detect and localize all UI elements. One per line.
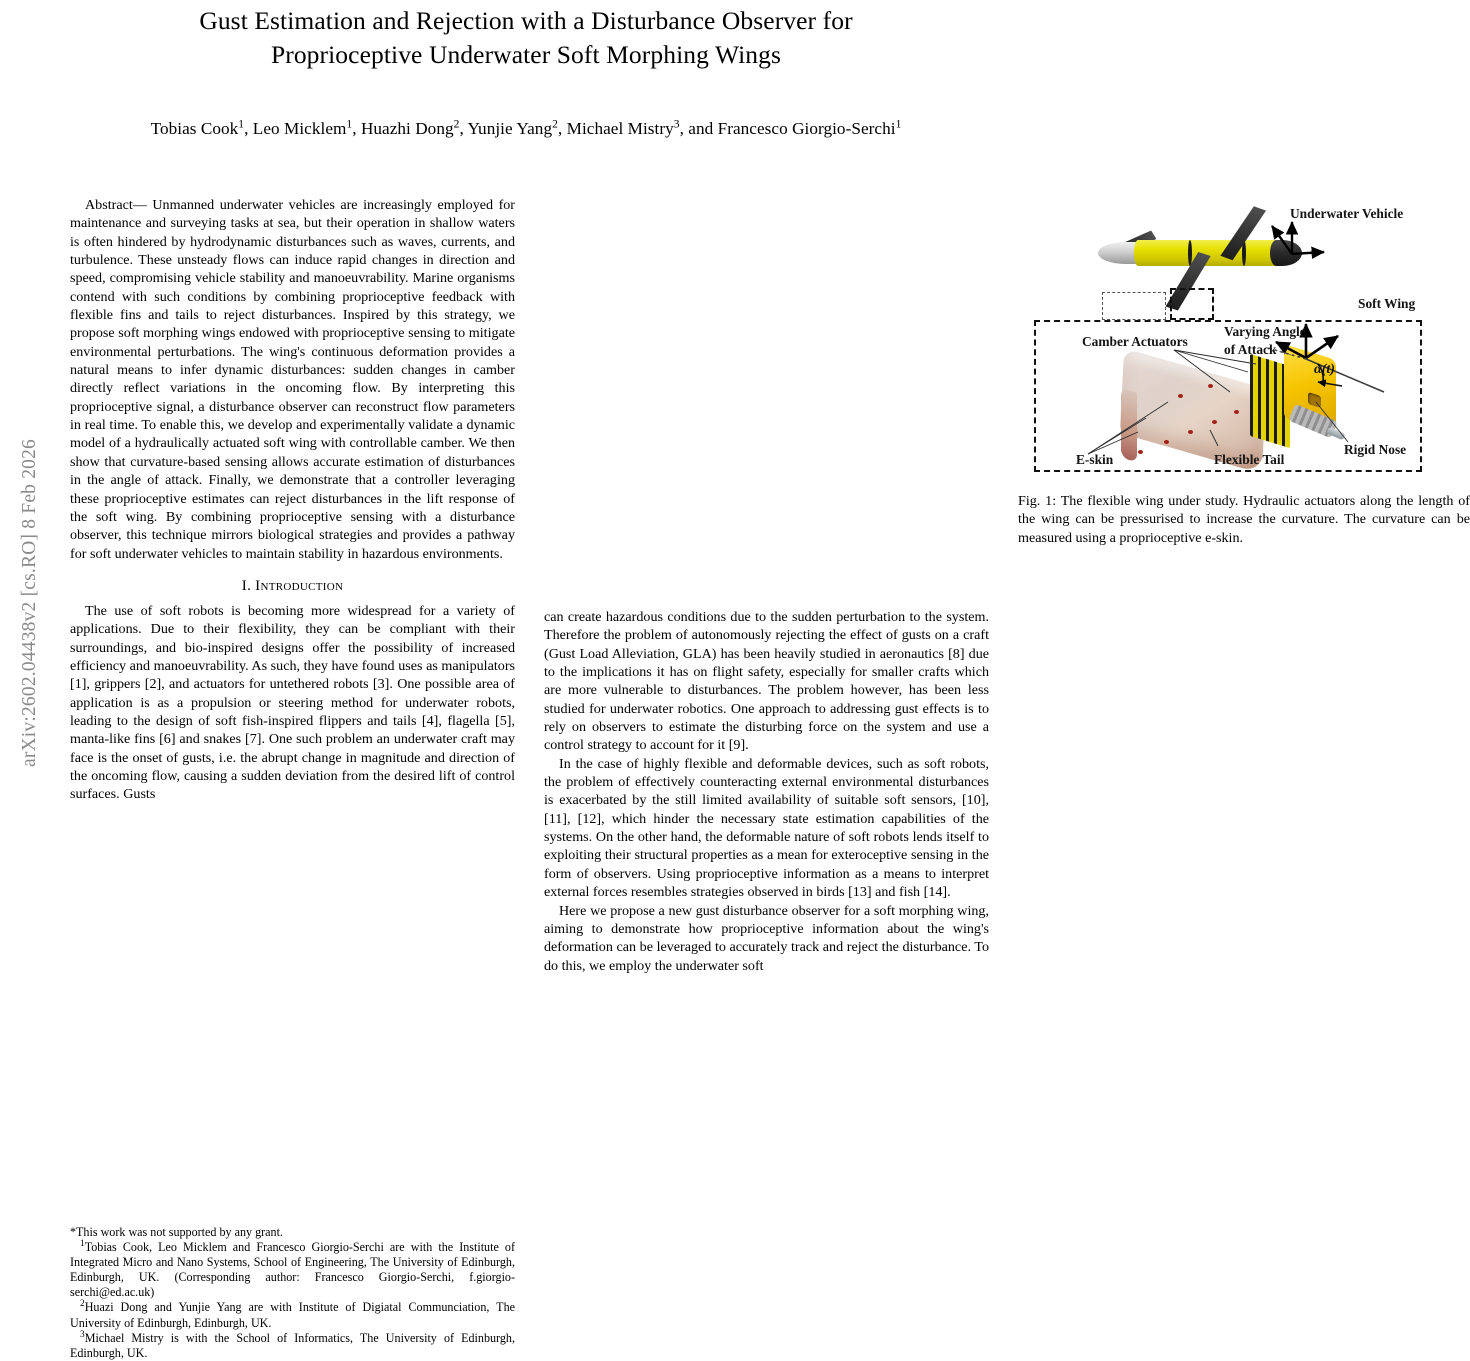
intro-paragraph-2: can create hazardous conditions due to the sudden perturbation to the system. Therefore the problem of autonomously rejecting the effect of gusts on a craft (Gust Load Alleviation, GLA) has been heavily studied in aeronautics [8] due to the implications it has on flight safety, especially for smaller crafts which are more vulnerable to disturbances. The problem however, has been less studied for underwater robotics. One approach to addressing gust effects is to rely on observers to estimate the disturbing force on the system and use a control strategy to account for it [9]. (544, 609, 989, 754)
figure-1-graphic (1018, 196, 1470, 484)
footnote-marker: 3 (80, 1329, 85, 1340)
footnote-item (70, 1331, 515, 1361)
author-separator: , (352, 119, 361, 138)
footnote-block (70, 1221, 515, 1361)
right-column-text (544, 608, 989, 975)
figure-label-underwater-vehicle: Underwater Vehicle (1290, 206, 1404, 221)
figure-label-soft-wing: Soft Wing (1358, 296, 1416, 311)
author-affiliation-marker: 2 (453, 118, 460, 131)
abstract-paragraph (70, 196, 515, 563)
page-title-line-2: Proprioceptive Underwater Soft Morphing Wings (270, 40, 782, 69)
intro-paragraph-3: In the case of highly flexible and deformable devices, such as soft robots, the problem of effectively counteracting external environmental disturbances is exacerbated by the still limited availability of suitable soft sensors, [10], [11], [12], which hinder the necessary state estimation capabilities of the systems. On the other hand, the deformable nature of soft robots lends itself to exploiting their structural properties as a mean for exteroceptive sensing in the form of observers. Using proprioceptive information as a means to interpret external forces resembles strategies observed in birds [13] and fish [14]. (544, 755, 989, 901)
figure-number: Fig. 1: (1018, 493, 1057, 509)
figure-label-varying-angle-line2: of Attack (1224, 342, 1277, 357)
paper-page (56, 0, 1470, 1360)
author-affiliation-marker: 3 (673, 118, 680, 131)
author-name: Leo Micklem (252, 119, 347, 138)
author-separator: , and (679, 119, 718, 138)
figure-label-alpha-of-t: α(t) (1314, 362, 1335, 377)
author-affiliation-marker: 1 (895, 118, 902, 131)
author-name: Huazhi Dong (360, 119, 454, 138)
author-affiliation-marker: 1 (238, 118, 245, 131)
footnote-marker: 1 (80, 1239, 85, 1250)
author-name: Michael Mistry (566, 119, 674, 138)
footnote-star: *This work was not supported by any grant. (70, 1225, 283, 1239)
footnote-item (70, 1300, 515, 1330)
author-separator: , (557, 119, 567, 138)
figure-label-varying-angle-line1: Varying Angle (1224, 324, 1306, 339)
figure-label-flexible-tail: Flexible Tail (1214, 452, 1285, 467)
author-name: Tobias Cook (150, 119, 239, 138)
author-separator: , (244, 119, 253, 138)
author-separator: , (459, 119, 468, 138)
footnote-text: Huazi Dong and Yunjie Yang are with Institute of Digiatal Communciation, The University of Edinburgh, Edinburgh, UK. (70, 1300, 515, 1330)
right-column (544, 196, 1470, 1196)
author-list (91, 117, 961, 140)
figure-label-e-skin: E-skin (1076, 452, 1114, 467)
author-affiliation-marker: 2 (552, 118, 558, 131)
intro-paragraph-4: Here we propose a new gust disturbance observer for a soft morphing wing, aiming to demonstrate how proprioceptive information about the wing's deformation can be leveraged to accurately track and reject the disturbance. To do this, we employ the underwater soft (544, 902, 989, 974)
left-column (70, 196, 515, 1360)
footnote-marker: 2 (80, 1299, 85, 1310)
page-title-line-1: Gust Estimation and Rejection with a Disturbance Observer for (199, 6, 853, 35)
figure-1-caption (1018, 492, 1470, 547)
page-title (91, 4, 961, 72)
figure-caption-text: The flexible wing under study. Hydraulic actuators along the length of the wing can be pressurised to increase the curvature. The curvature can be measured using a proprioceptive e-skin. (1018, 493, 1470, 546)
figure-1 (1018, 196, 1470, 547)
intro-paragraph-1: The use of soft robots is becoming more widespread for a variety of applications. Due to their flexibility, they can be compliant with their surroundings, and bio-inspired designs offer the possibility of increased efficiency and manoeuvrability. As such, they have found uses as manipulators [1], grippers [2], and actuators for untethered robots [3]. One possible area of application is as a propulsion or steering method for underwater robots, leading to the design of soft fish-inspired flippers and tails [4], flagella [5], manta-like fins [6] and snakes [7]. One such problem an underwater craft may face is the onset of gusts, i.e. the abrupt change in magnitude and direction of the oncoming flow, causing a sudden deviation from the desired lift of control surfaces. Gusts (70, 602, 515, 803)
footnote-text: Tobias Cook, Leo Micklem and Francesco Giorgio-Serchi are with the Institute of Integrated Micro and Nano Systems, School of Engineering, The University of Edinburgh, Edinburgh, UK. (Corresponding author: Francesco Giorgio-Serchi, f.giorgio-serchi@ed.ac.uk) (70, 1240, 515, 1300)
section-heading-introduction: I. Introduction (241, 577, 344, 594)
two-column-body (70, 196, 1470, 1360)
figure-label-rigid-nose: Rigid Nose (1344, 442, 1407, 457)
arxiv-stamp-text: arXiv:2602.04438v2 [cs.RO] 8 Feb 2026 (19, 438, 40, 768)
footnote-text: Michael Mistry is with the School of Informatics, The University of Edinburgh, Edinburgh, UK. (70, 1330, 515, 1360)
arxiv-stamp (0, 0, 56, 1200)
author-affiliation-marker: 1 (346, 118, 353, 131)
footnote-item (70, 1240, 515, 1300)
abstract-text: Unmanned underwater vehicles are increasingly employed for maintenance and surveying tasks at sea, but their operation in shallow waters is often hindered by hydrodynamic disturbances such as waves, currents, and turbulence. These unsteady flows can induce rapid changes in direction and speed, compromising vehicle stability and manoeuvrability. Marine organisms contend with such conditions by combining proprioceptive feedback with flexible fins and tails to reject disturbances. Inspired by this strategy, we propose soft morphing wings endowed with proprioceptive sensing to mitigate environmental perturbations. The wing's continuous deformation provides a natural means to infer dynamic disturbances: sudden changes in camber directly reflect variations in the oncoming flow. By interpreting this proprioceptive signal, a disturbance observer can reconstruct flow parameters in real time. To enable this, we develop and experimentally validate a dynamic model of a hydraulically actuated soft wing with controllable camber. We then show that curvature-based sensing allows accurate estimation of disturbances in the angle of attack. Finally, we demonstrate that a controller leveraging these proprioceptive estimates can reject disturbances in the lift response of the soft wing. By combining proprioceptive sensing with a disturbance observer, this technique mirrors biological strategies and provides a pathway for soft underwater vehicles to maintain stability in hazardous environments. (70, 197, 515, 562)
figure-label-camber-actuators: Camber Actuators (1082, 334, 1188, 349)
author-name: Yunjie Yang (467, 119, 553, 138)
abstract-lead-in: Abstract— (85, 197, 153, 213)
author-name: Francesco Giorgio-Serchi (717, 119, 896, 138)
title-block (91, 0, 961, 140)
